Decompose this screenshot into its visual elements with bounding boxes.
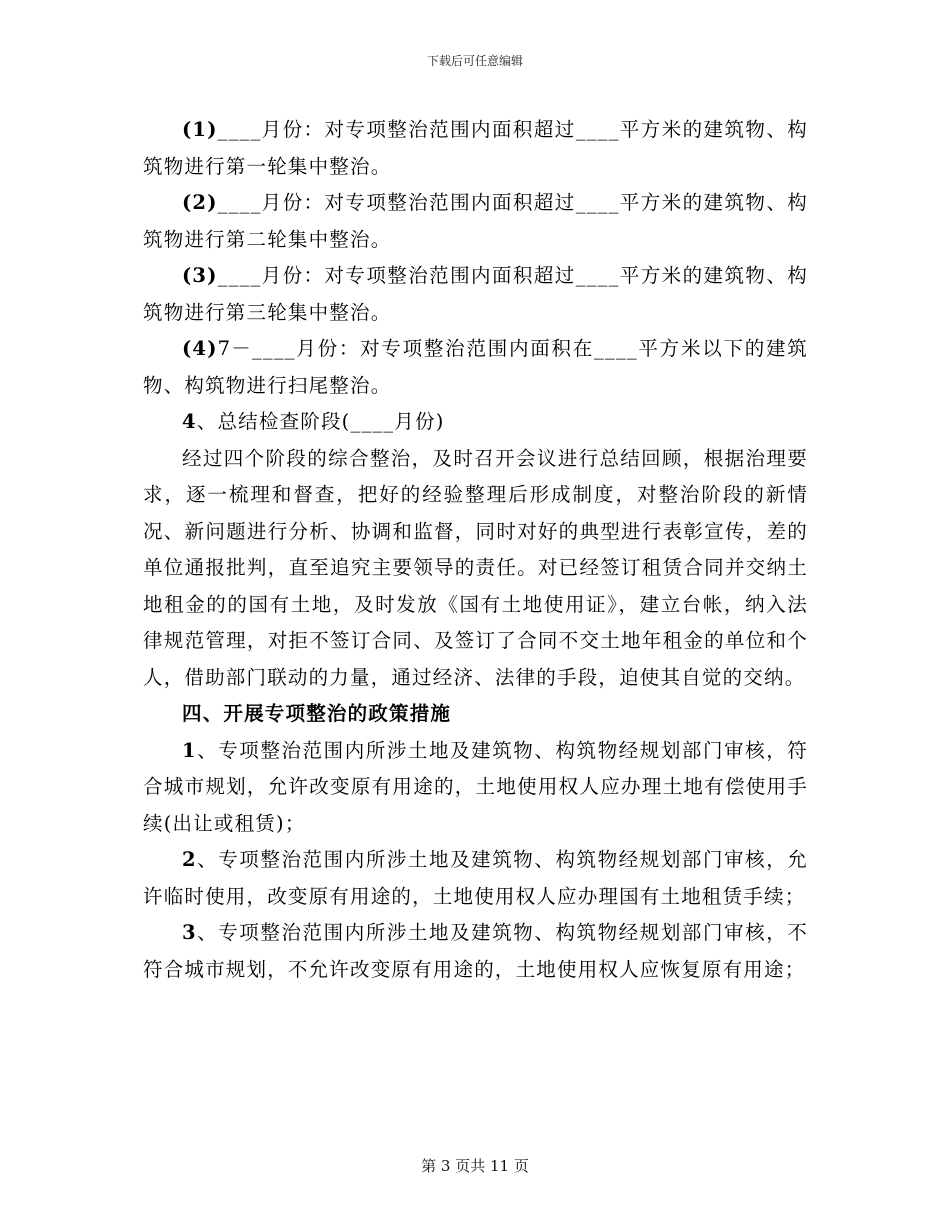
paragraph-text: ____月份：对专项整治范围内面积超过____平方米的建筑物、构筑物进行第一轮集中整治。 <box>143 118 808 178</box>
paragraph-phase-1 <box>143 112 808 185</box>
section-summary-title <box>143 404 808 441</box>
page-header: 下载后可任意编辑 <box>426 54 523 68</box>
paragraph-text: 、专项整治范围内所涉土地及建筑物、构筑物经规划部门审核，符合城市规划，允许改变原有用途的，土地使用权人应办理土地有偿使用手续(出让或租赁)； <box>143 738 808 835</box>
paragraph-policy-2 <box>143 842 808 915</box>
paragraph-policy-1 <box>143 733 808 843</box>
item-number: (4) <box>182 337 218 360</box>
paragraph-text: 经过四个阶段的综合整治，及时召开会议进行总结回顾，根据治理要求，逐一梳理和督查，把好的经验整理后形成制度，对整治阶段的新情况、新问题进行分析、协调和监督，同时对好的典型进行表彰宣传，差的单位通报批判，直至追究主要领导的责任。对已经签订租赁合同并交纳土地租金的的国有土地，及时发放《国有土地使用证》，建立台帐，纳入法律规范管理，对拒不签订合同、及签订了合同不交土地年租金的单位和个人，借助部门联动的力量，通过经济、法律的手段，迫使其自觉的交纳。 <box>143 446 808 689</box>
paragraph-phase-2 <box>143 185 808 258</box>
paragraph-policy-3 <box>143 915 808 988</box>
paragraph-text: ____月份：对专项整治范围内面积超过____平方米的建筑物、构筑物进行第三轮集中整治。 <box>143 264 808 324</box>
paragraph-summary-body <box>143 441 808 697</box>
item-number: 4 <box>182 410 197 433</box>
page-footer: 第 3 页共 11 页 <box>421 1157 529 1175</box>
item-number: (2) <box>182 191 218 214</box>
paragraph-text: 、总结检查阶段(____月份) <box>196 410 445 433</box>
paragraph-text: 7－____月份：对专项整治范围内面积在____平方米以下的建筑物、构筑物进行扫尾整治。 <box>143 337 808 397</box>
section-heading-policy <box>143 696 808 733</box>
item-number: 2 <box>182 848 197 871</box>
paragraph-text: 、专项整治范围内所涉土地及建筑物、构筑物经规划部门审核，允许临时使用，改变原有用途的，土地使用权人应办理国有土地租赁手续； <box>143 848 808 908</box>
paragraph-text: 、专项整治范围内所涉土地及建筑物、构筑物经规划部门审核，不符合城市规划，不允许改变原有用途的，土地使用权人应恢复原有用途； <box>143 921 808 981</box>
heading-text: 四、开展专项整治的政策措施 <box>182 702 452 725</box>
paragraph-phase-3 <box>143 258 808 331</box>
item-number: (1) <box>182 118 218 141</box>
paragraph-text: ____月份：对专项整治范围内面积超过____平方米的建筑物、构筑物进行第二轮集中整治。 <box>143 191 808 251</box>
document-body <box>143 112 808 988</box>
item-number: 3 <box>182 921 197 944</box>
item-number: (3) <box>182 264 218 287</box>
paragraph-phase-4 <box>143 331 808 404</box>
item-number: 1 <box>182 738 197 762</box>
